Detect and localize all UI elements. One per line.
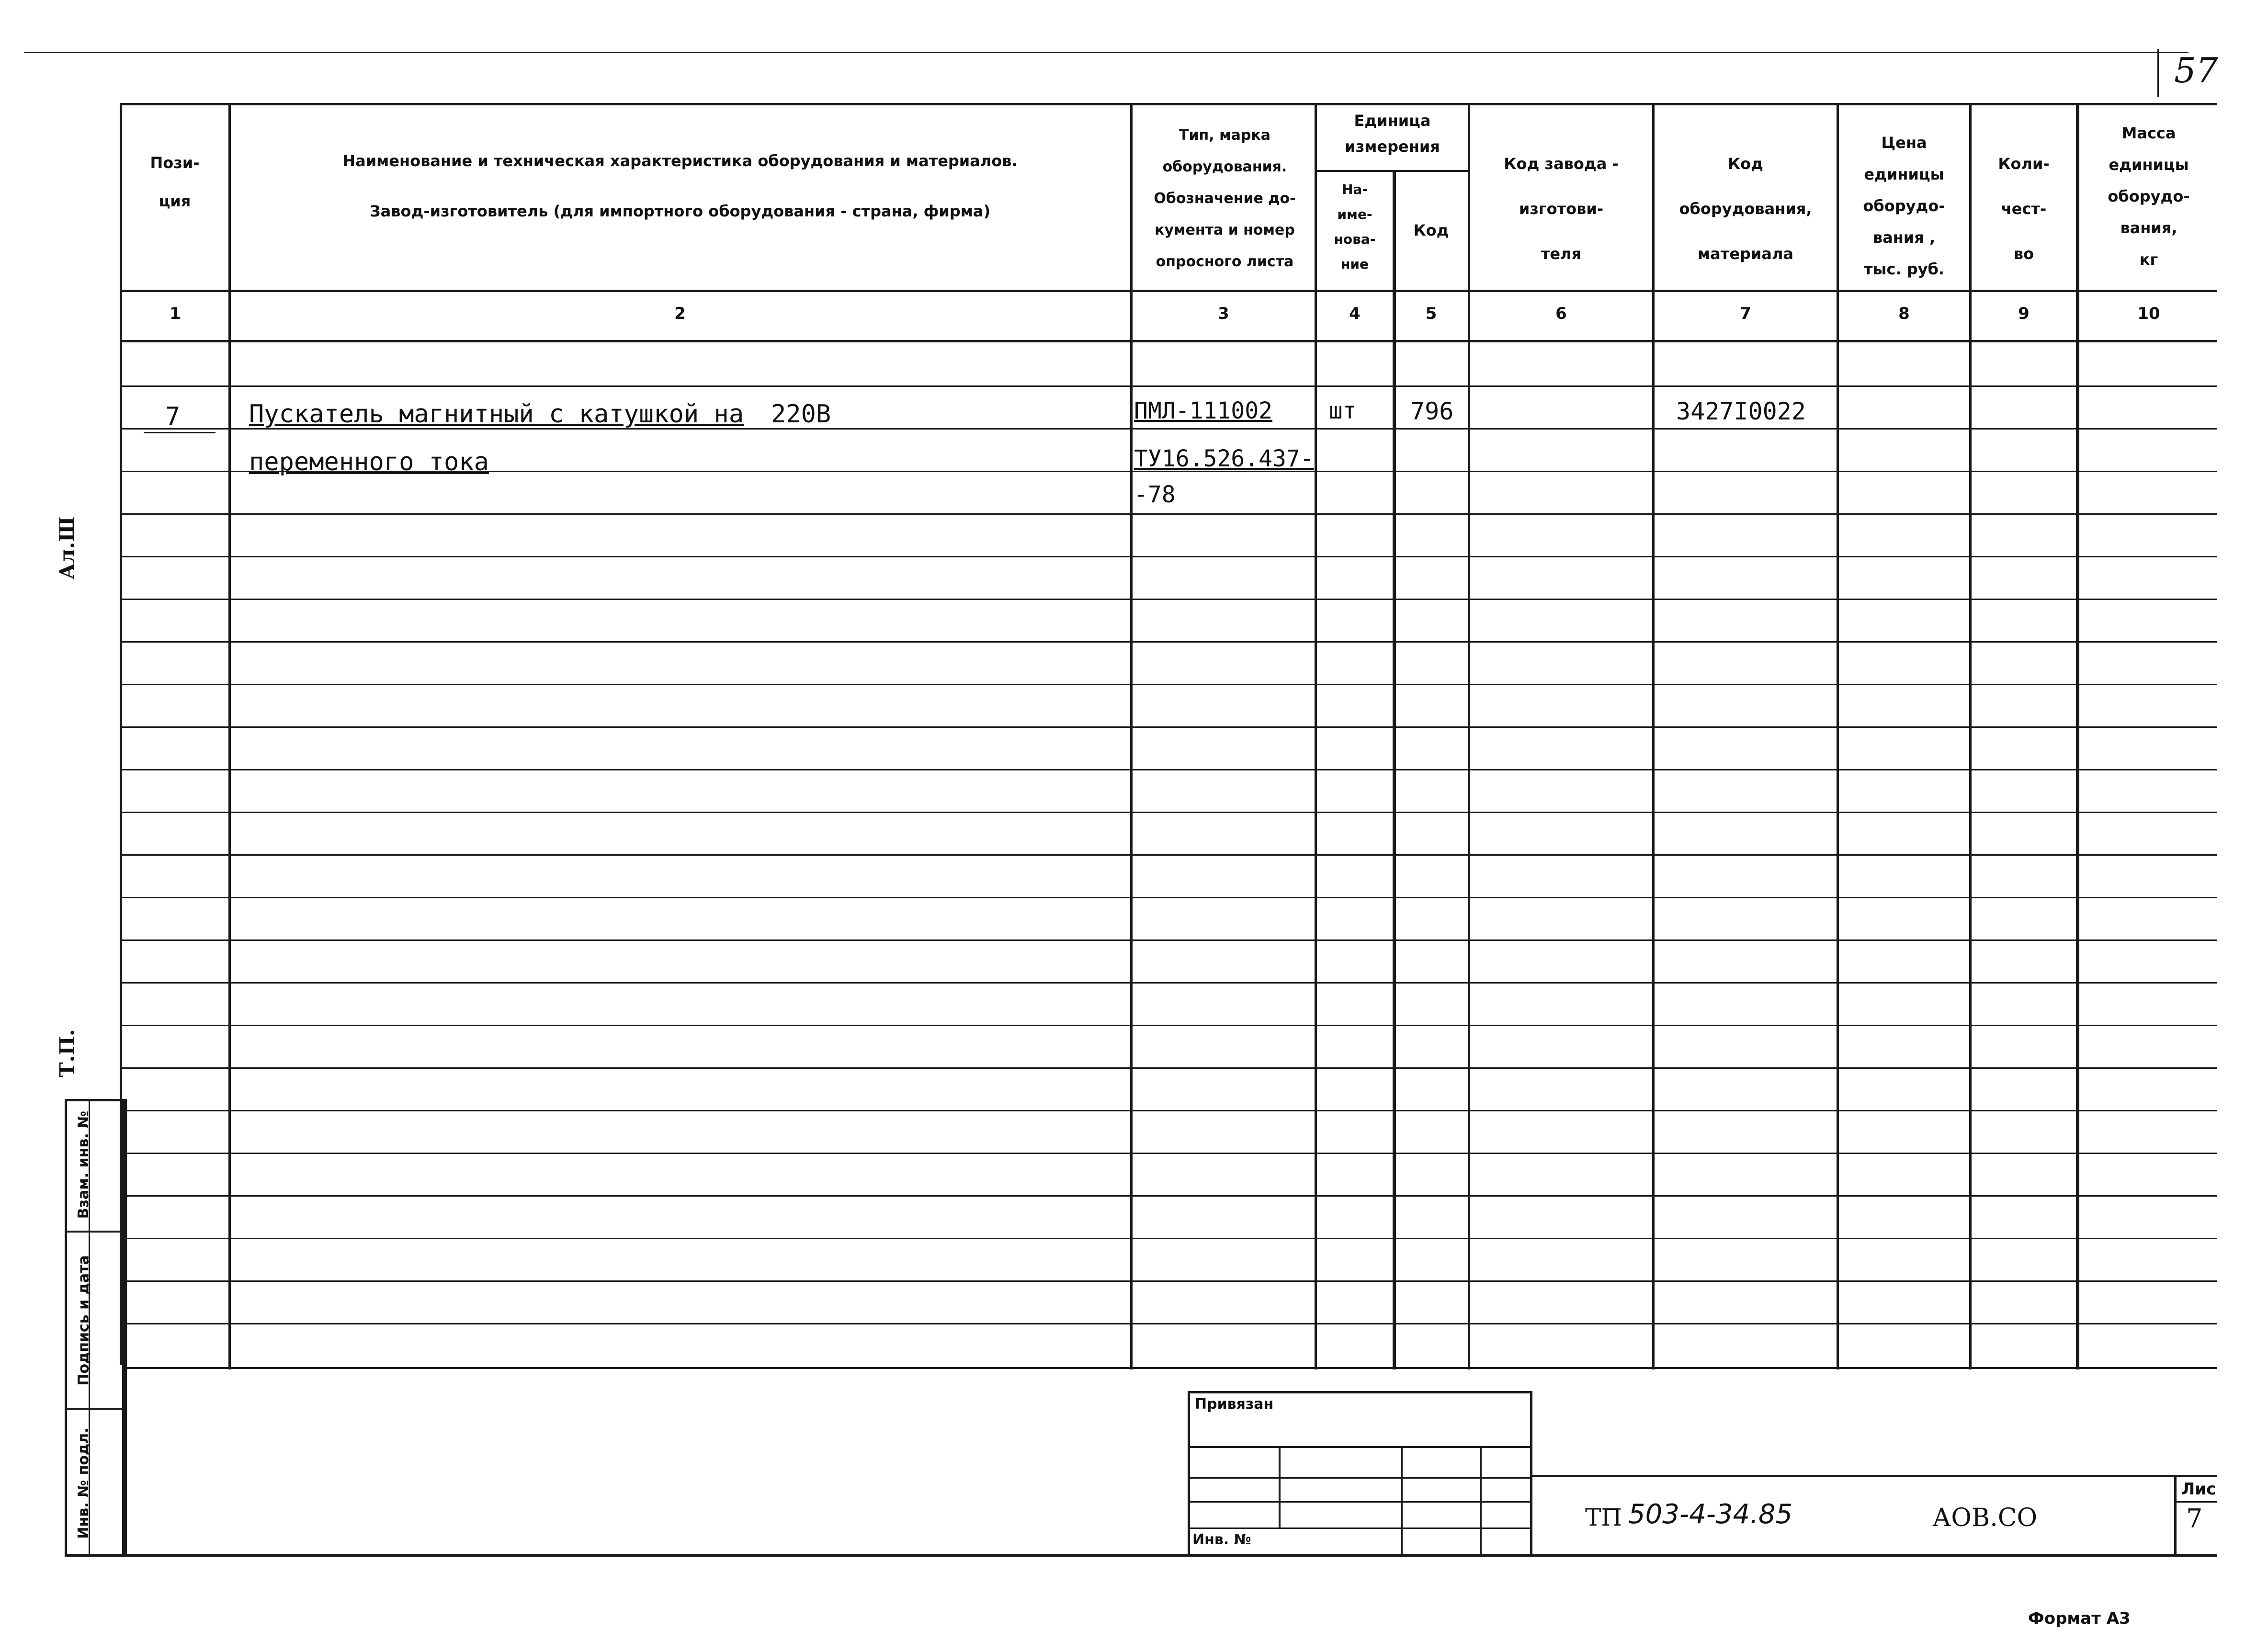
colnum-9: 9 (2018, 304, 2030, 323)
header-unit-name: На- име- нова- ние (1334, 181, 1376, 272)
privyazan-col-3 (1480, 1446, 1482, 1554)
privyazan-label: Привязан (1195, 1396, 1274, 1413)
colnum-4: 4 (1349, 304, 1361, 323)
privyazan-col-1 (1279, 1446, 1281, 1528)
sheet-number-handwritten: 57 (2174, 50, 2218, 91)
header-mass: Масса единицы оборудо- вания, кг (2108, 124, 2190, 269)
unit-split-line (1315, 170, 1468, 172)
colnum-3: 3 (1218, 304, 1229, 323)
frame-line-under-table (125, 1367, 2217, 1369)
colnum-10: 10 (2137, 304, 2160, 323)
sheet-cell-left-line (2174, 1475, 2177, 1556)
row-unit-name: шт (1329, 397, 1357, 424)
stamp-divider-1 (65, 1231, 125, 1233)
row-rule-line (120, 854, 2217, 856)
colnum-6: 6 (1555, 304, 1567, 323)
stamp-frame (65, 1099, 125, 1556)
header-unit-code: Код (1413, 221, 1449, 239)
col-line-1 (228, 103, 231, 1369)
top-right-tick (2157, 49, 2159, 97)
row-rule-line (120, 1067, 2217, 1069)
row-rule-line (120, 939, 2217, 941)
inv-no-label: Инв. № (1192, 1531, 1251, 1548)
col-line-6 (1652, 103, 1655, 1369)
row-rule-line (120, 982, 2217, 984)
row-rule-line (120, 641, 2217, 643)
stamp-inv: Инв. № подл. (75, 1427, 92, 1539)
row-rule-line (125, 1323, 2217, 1324)
row-position: 7 (165, 402, 181, 431)
row-type-line2: ТУ16.526.437- (1134, 445, 1314, 472)
stamp-divider-2 (65, 1408, 125, 1410)
header-factory-code: Код завода - изготови- теля (1504, 155, 1619, 263)
header-bottom-line (120, 290, 2217, 292)
row-type-line1: ПМЛ-111002 (1134, 397, 1272, 424)
col-line-2 (1130, 103, 1133, 1369)
row-rule-line (125, 1153, 2217, 1154)
format-label: Формат А3 (2028, 1609, 2131, 1628)
margin-label-al: Ал.Ш (55, 516, 79, 580)
row-rule-line (125, 1110, 2217, 1111)
sheet-label: Лис (2181, 1480, 2216, 1499)
col-line-8 (1969, 103, 1972, 1369)
row-rule-line (125, 1280, 2217, 1282)
row-rule-line (120, 1025, 2217, 1026)
row-type-line3: -78 (1134, 481, 1176, 508)
table-top-line (120, 103, 2217, 105)
margin-label-tp: Т.П. (55, 1029, 79, 1077)
colnum-bottom-line (120, 340, 2217, 342)
row-rule-line (120, 513, 2217, 515)
frame-bottom-line (65, 1554, 2217, 1557)
col-line-7 (1837, 103, 1839, 1369)
row-name-voltage: 220В (771, 400, 831, 429)
row-rule-line (120, 897, 2217, 898)
row-rule-line (120, 812, 2217, 813)
top-border-line (24, 52, 2189, 53)
colnum-5: 5 (1425, 304, 1437, 323)
header-price: Цена единицы оборудо- вания , тыс. руб. (1863, 134, 1945, 278)
colnum-8: 8 (1898, 304, 1910, 323)
colnum-2: 2 (674, 304, 686, 323)
col-line-3 (1315, 103, 1317, 1369)
row-rule-line (125, 1238, 2217, 1239)
header-unit-group: Единица измерения (1345, 112, 1440, 156)
row-rule-line (120, 556, 2217, 557)
colnum-7: 7 (1740, 304, 1751, 323)
col-line-5 (1468, 103, 1470, 1369)
row-name-line2: переменного тока (249, 448, 489, 476)
sheet-value: 7 (2186, 1504, 2203, 1534)
row-unit-code: 796 (1410, 397, 1454, 425)
row-rule-line (125, 1195, 2217, 1197)
header-position: Пози- ция (150, 154, 200, 210)
row-rule-line (120, 385, 2217, 387)
row-rule-line (120, 684, 2217, 685)
header-name-line2: Завод-изготовитель (для импортного оборудования - страна, фирма) (369, 202, 991, 220)
doc-mark: АОВ.СО (1932, 1504, 2038, 1532)
row-rule-line (120, 599, 2217, 600)
header-type: Тип, марка оборудования. Обозначение до- кумента и номер опросного листа (1154, 127, 1296, 270)
header-quantity: Коли- чест- во (1998, 155, 2050, 263)
row-rule-line (120, 726, 2217, 728)
stamp-signature: Подпись и дата (75, 1255, 92, 1386)
sheet-cell-split-line (2174, 1501, 2217, 1503)
colnum-1: 1 (170, 304, 181, 323)
header-name-line1: Наименование и техническая характеристика оборудования и материалов. (342, 152, 1018, 170)
row-name-line1: Пускатель магнитный с катушкой на (249, 400, 744, 429)
doc-field-top-line (1532, 1475, 2217, 1477)
row-rule-line (120, 769, 2217, 770)
col-line-9 (2076, 103, 2079, 1369)
row-position-underline (144, 432, 215, 433)
doc-number: 503-4-34.85 (1628, 1499, 1793, 1530)
row-equipment-code: 3427I0022 (1676, 397, 1806, 425)
doc-prefix: ТП (1585, 1504, 1622, 1531)
header-equipment-code: Код оборудования, материала (1679, 155, 1812, 263)
stamp-vzam: Взам. инв. № (75, 1110, 92, 1219)
frame-left-line (125, 1099, 127, 1556)
privyazan-col-2 (1401, 1446, 1403, 1554)
